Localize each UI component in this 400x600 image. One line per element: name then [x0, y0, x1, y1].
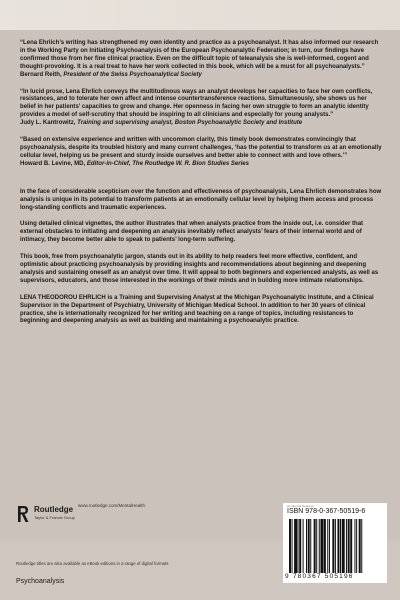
- quote-attribution: [20, 72, 382, 80]
- quote-text: “Based on extensive experience and written with uncommon clarity, this timely book demonstrates convincingly that psychoanalysis, despite its troubled history and many current challenges, ‘has the potential to transform us at an emotionally cellular level, helping us be present and sturdy inside ourselves and better able to connect with and love others.’”: [20, 137, 382, 159]
- quote-text: “In lucid prose, Lena Ehrlich conveys the multitudinous ways an analyst develops her capacities to face her own conflicts, resistances, and to tolerate her own affect and intense countertransference reactions. Simultaneously, she shows us her belief in her patients’ capacities to grow and change. Her openness in facing her own struggle to form an analytic identity provides a model of self-scrutiny that should be inspiring to all clinicians and especially for young analysts.”: [20, 88, 373, 119]
- quote-author: Judy L. Kantrowitz,: [20, 120, 76, 127]
- top-strip: [0, 0, 400, 30]
- endorsement-quote: [20, 40, 382, 80]
- barcode-digits: 9 780367 505196: [285, 573, 354, 580]
- publisher-name: Routledge: [34, 505, 74, 514]
- endorsement-quote: [20, 89, 382, 129]
- author-bio: LENA THEODOROU EHRLICH is a Training and Supervising Analyst at the Michigan Psychoanalytic Institute, and a Clinical Supervisor in the Department of Psychiatry, University of Michigan Medical School. In addition to her 30 years of clinical practice, she is internationally recognized for her writing and teaching on a range of topics, including resistances to beginning and deepening analysis as well as building and maintaining a psychoanalytic practice.: [20, 294, 374, 325]
- quote-author: Howard B. Levine, MD,: [20, 160, 86, 167]
- isbn-label: ISBN 978-0-367-50519-6: [287, 508, 366, 515]
- quote-author: Bernard Reith,: [20, 71, 62, 78]
- description-paragraph: Using detailed clinical vignettes, the author illustrates that when analysts practice from the inside out, i.e. consider that external obstacles to initiating and deepening an analysis inevitably reflect analysts’ fears of their internal world and of intimacy, they become better able to speak to patients’ long-term suffering.: [20, 221, 364, 244]
- quote-role: Training and supervising analyst, Boston Psychoanalytic Society and Institute: [77, 120, 303, 127]
- subject-category: Psychoanalysis: [16, 578, 65, 585]
- endorsement-quote: [20, 137, 382, 169]
- barcode-icon: [289, 519, 381, 573]
- publisher-website[interactable]: www.routledge.com/MentalHealth: [78, 503, 146, 508]
- routledge-r-icon: [16, 504, 30, 524]
- ebook-note: Routledge titles are also available as eBook editions in a range of digital formats: [16, 561, 169, 566]
- quote-text: “Lena Ehrlich’s writing has strengthened my own identity and practice as a psychoanalyst. It has also informed our research in the Working Party on Initiating Psychoanalysis of the European Psychoanalytic Federation; in turn, our findings have confirmed those from her fine clinical practice. Even on the difficult topic of teleanalysis she is well-informed, cogent and thought-provoking. It is a real treat to have her work collected in this book, which will be a must for all psychoanalysts.”: [20, 40, 379, 70]
- quote-attribution: [20, 161, 382, 169]
- quote-attribution: [20, 120, 382, 128]
- description-paragraph: This book, free from psychoanalytic jargon, stands out in its ability to help readers feel more effective, confident, and optimistic about practicing psychoanalysis by providing insights and recommendations about beginning and deepening analysis and sustaining oneself as an analyst over time. It will appeal to both beginners and experienced analysts, as well as supervisors, educators, and those interested in the workings of their minds and in building more intimate relationships.: [20, 254, 379, 284]
- quote-role: President of the Swiss Psychoanalytical Society: [63, 71, 202, 78]
- back-cover-text: [20, 40, 382, 335]
- quote-role: Editor-in-Chief, The Routledge W. R. Bion Studies Series: [86, 160, 250, 167]
- description-paragraph: In the face of considerable scepticism over the function and effectiveness of psychoanalysis, Lena Ehrlich demonstrates how analysis is unique in its potential to transform patients at an emotionally cellular level by helping them access and process long-standing conflicts and traumatic experiences.: [20, 188, 382, 211]
- isbn-barcode-box: [283, 503, 387, 583]
- isbn-tagline: an informa business: [287, 504, 314, 508]
- publisher-group: Taylor & Francis Group: [34, 515, 75, 520]
